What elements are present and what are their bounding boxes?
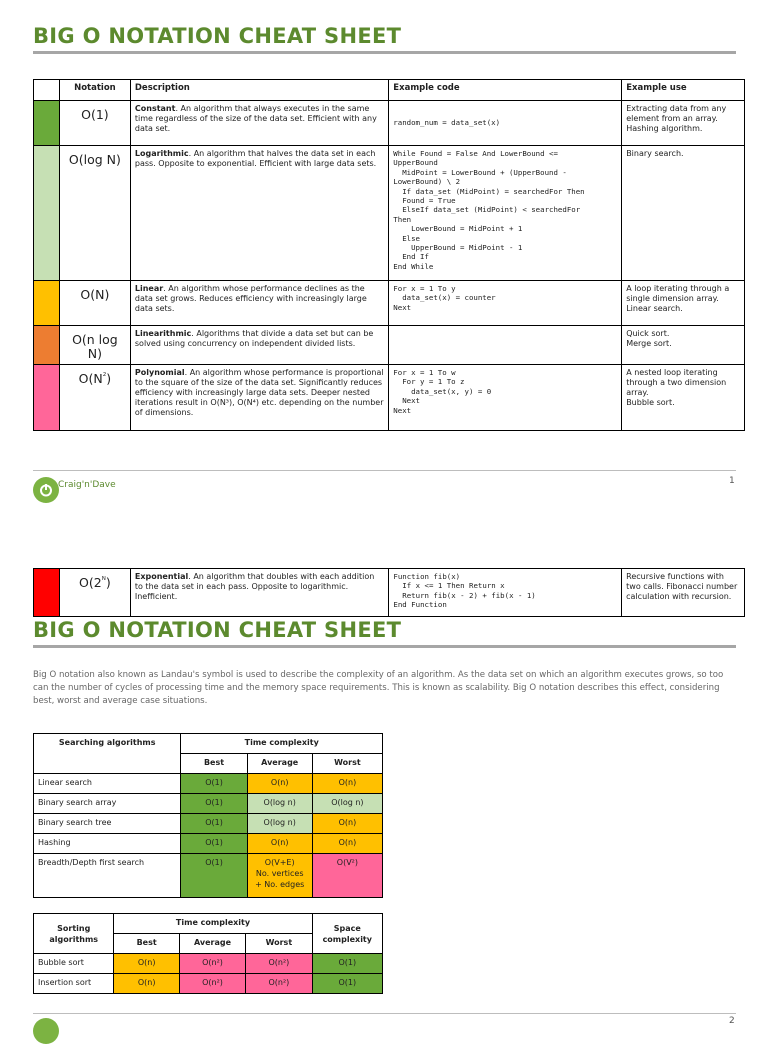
use-cell: Quick sort. Merge sort. — [622, 326, 745, 365]
algorithm-name: Linear search — [34, 774, 181, 794]
table-row — [34, 101, 745, 146]
complexity-cell: O(1) — [312, 974, 382, 994]
complexity-cell: O(log n) — [312, 794, 382, 814]
space-complexity-header: Space complexity — [312, 914, 382, 954]
footer-rule-2 — [33, 1013, 736, 1014]
column-header-best: Best — [114, 934, 179, 954]
notation-cell: O(n log N) — [59, 326, 130, 365]
footer-rule — [33, 470, 736, 471]
description-header: Description — [130, 80, 388, 101]
algorithm-name: Insertion sort — [34, 974, 114, 994]
table-row — [34, 281, 745, 326]
complexity-cell: O(n) — [247, 834, 312, 854]
complexity-cell: O(1) — [181, 854, 247, 898]
algorithm-name: Binary search array — [34, 794, 181, 814]
color-swatch — [34, 569, 60, 617]
complexity-cell: O(n) — [312, 774, 382, 794]
notation-table — [33, 79, 745, 431]
exponential-table — [33, 568, 745, 617]
complexity-cell: O(n) — [312, 814, 382, 834]
complexity-cell: O(1) — [312, 954, 382, 974]
table-row — [34, 974, 383, 994]
complexity-cell: O(n) — [247, 774, 312, 794]
code-cell — [389, 326, 622, 365]
time-complexity-header: Time complexity — [181, 734, 383, 754]
sort-time-header: Time complexity — [114, 914, 312, 934]
description-cell: Polynomial. An algorithm whose performance is proportional to the square of the size of the data set. Significantly reduces efficiency with increasingly large data sets. Deeper nested iterations result in O(N³), O(N⁴) etc. depending on the number of dimensions. — [130, 365, 388, 431]
notation-cell: $O(N^2)$ — [59, 365, 130, 431]
complexity-cell: O(V+E) No. vertices + No. edges — [247, 854, 312, 898]
page-title-2: BIG O NOTATION CHEAT SHEET — [33, 618, 402, 642]
column-header-average: Average — [247, 754, 312, 774]
color-swatch — [34, 326, 60, 365]
complexity-cell: O(n²) — [246, 974, 312, 994]
brand-logo-icon — [33, 477, 59, 503]
page-title: BIG O NOTATION CHEAT SHEET — [33, 24, 402, 48]
complexity-cell: O(log n) — [247, 794, 312, 814]
code-cell: For x = 1 To y data_set(x) = counter Next — [389, 281, 622, 326]
table-row — [34, 569, 745, 617]
complexity-cell: O(1) — [181, 814, 247, 834]
table-row — [34, 814, 383, 834]
description-cell: Constant. An algorithm that always executes in the same time regardless of the size of the data set. Efficient with any data set. — [130, 101, 388, 146]
table-row — [34, 794, 383, 814]
complexity-cell: O(1) — [181, 834, 247, 854]
complexity-cell: O(n²) — [179, 954, 245, 974]
column-header-best: Best — [181, 754, 247, 774]
complexity-cell: O(log n) — [247, 814, 312, 834]
notation-cell: O(N) — [59, 281, 130, 326]
column-header-average: Average — [179, 934, 245, 954]
code-cell: For x = 1 To w For y = 1 To z data_set(x, y) = 0 Next Next — [389, 365, 622, 431]
table-row — [34, 854, 383, 898]
brand-logo-icon-2 — [33, 1018, 59, 1044]
color-swatch — [34, 281, 60, 326]
description-cell: Exponential. An algorithm that doubles with each addition to the data set in each pass. Opposite to logarithmic. Inefficient. — [130, 569, 389, 617]
description-cell: Linear. An algorithm whose performance declines as the data set grows. Reduces efficiency with increasingly large data sets. — [130, 281, 388, 326]
use-cell: A loop iterating through a single dimension array. Linear search. — [622, 281, 745, 326]
column-header-worst: Worst — [312, 754, 382, 774]
complexity-cell: O(1) — [181, 774, 247, 794]
description-cell: Linearithmic. Algorithms that divide a data set but can be solved using concurrency on independent divided lists. — [130, 326, 388, 365]
use-header: Example use — [622, 80, 745, 101]
column-header-worst: Worst — [246, 934, 312, 954]
color-swatch — [34, 365, 60, 431]
algorithm-name: Bubble sort — [34, 954, 114, 974]
table-row — [34, 834, 383, 854]
table-row — [34, 774, 383, 794]
code-header: Example code — [389, 80, 622, 101]
description-cell: Logarithmic. An algorithm that halves the data set in each pass. Opposite to exponential. Efficient with large data sets. — [130, 146, 388, 281]
complexity-cell: O(n²) — [179, 974, 245, 994]
complexity-cell: O(1) — [181, 794, 247, 814]
complexity-cell: O(n) — [312, 834, 382, 854]
sorting-header: Sorting algorithms — [34, 914, 114, 954]
title-rule-2 — [33, 645, 736, 648]
use-cell: Binary search. — [622, 146, 745, 281]
table-row — [34, 146, 745, 281]
complexity-cell: O(n) — [114, 954, 179, 974]
algorithm-name: Breadth/Depth first search — [34, 854, 181, 898]
use-cell: A nested loop iterating through a two dimension array. Bubble sort. — [622, 365, 745, 431]
intro-paragraph: Big O notation also known as Landau's symbol is used to describe the complexity of an algorithm. As the data set on which an algorithm executes grows, so too can the number of cycles of processing time and the memory space requirements. This is known as scalability. Big O notation describes this effect, considering best, worst and average case situations. — [33, 670, 724, 706]
footer-brand: Craig'n'Dave — [58, 480, 116, 490]
algorithm-name: Binary search tree — [34, 814, 181, 834]
algorithm-name: Hashing — [34, 834, 181, 854]
page-number: 1 — [729, 476, 735, 486]
code-cell: random_num = data_set(x) — [389, 101, 622, 146]
sorting-table — [33, 913, 383, 994]
color-swatch — [34, 101, 60, 146]
notation-header: Notation — [59, 80, 130, 101]
color-swatch — [34, 146, 60, 281]
complexity-cell: O(n) — [114, 974, 179, 994]
code-cell: Function fib(x) If x <= 1 Then Return x Return fib(x - 2) + fib(x - 1) End Function — [389, 569, 622, 617]
searching-table — [33, 733, 383, 898]
complexity-cell: O(V²) — [312, 854, 382, 898]
swatch-header — [34, 80, 60, 101]
notation-cell: O(1) — [59, 101, 130, 146]
table-row — [34, 954, 383, 974]
use-cell: Recursive functions with two calls. Fibonacci number calculation with recursion. — [622, 569, 745, 617]
table-row — [34, 326, 745, 365]
notation-cell: O(log N) — [59, 146, 130, 281]
page-number-2: 2 — [729, 1016, 735, 1026]
complexity-cell: O(n²) — [246, 954, 312, 974]
title-rule — [33, 51, 736, 54]
table-row — [34, 365, 745, 431]
searching-header: Searching algorithms — [34, 734, 181, 774]
use-cell: Extracting data from any element from an array. Hashing algorithm. — [622, 101, 745, 146]
code-cell: While Found = False And LowerBound <= UpperBound MidPoint = LowerBound + (UpperBound - LowerBound) \ 2 If data_set (MidPoint) = searchedFor Then Found = True ElseIf data_set (MidPoint) < searchedFor Then LowerBound = MidPoint + 1 Else UpperBound = MidPoint - 1 End If End While — [389, 146, 622, 281]
notation-cell: $O(2^N)$ — [59, 569, 130, 617]
